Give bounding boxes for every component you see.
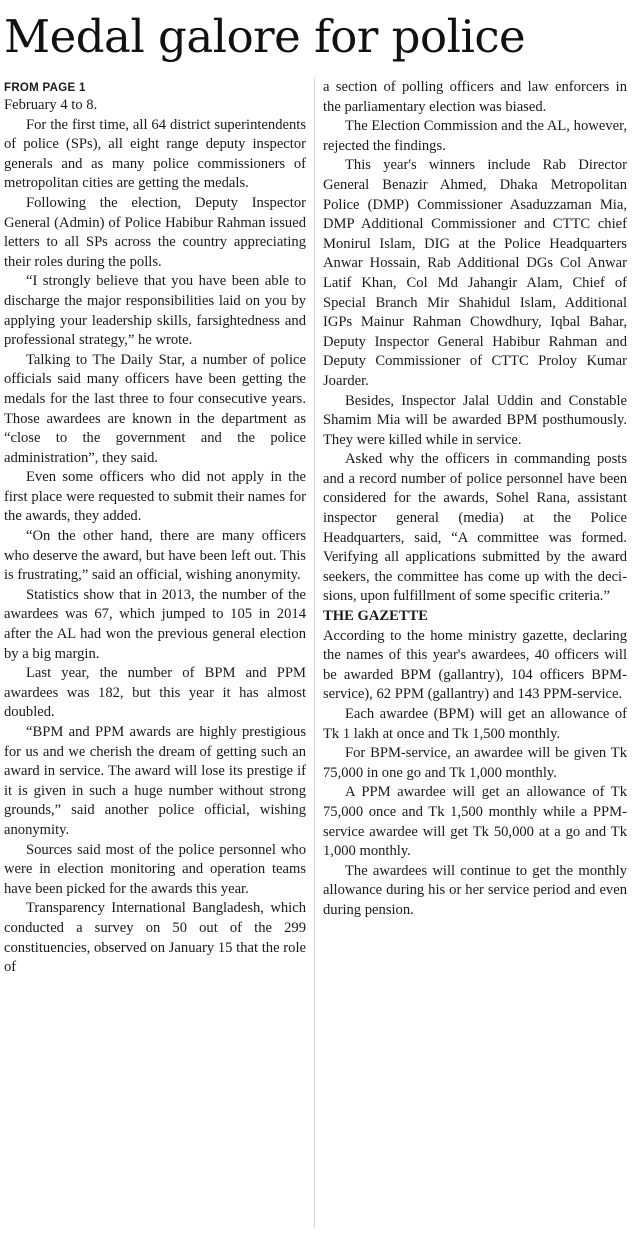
paragraph: February 4 to 8.	[4, 97, 98, 113]
left-column	[4, 80, 306, 978]
paragraph: Statistics show that in 2013, the number of the awardees was 67, which jumped to 105 in 2014 after the AL had won the previous general election by a big margin.	[4, 586, 306, 662]
paragraph: “I strongly believe that you have been able to discharge the major responsibilities laid on you by applying your leadership skills, farsightedness and professional strategy,” he wrote.	[4, 273, 306, 349]
paragraph: This year's winners include Rab Director General Benazir Ahmed, Dhaka Metropolitan Police (DMP) Commissioner Asaduzzaman Mia, DMP Additional Commissioner and CTTC chief Monirul Islam, DIG at the Police Headquarters Anwar Hossain, Rab Additional DGs Col Anwar Latif Khan, Col Md Jahangir Alam, Chief of Special Branch Mir Shahidul Islam, Additional IGPs Mainur Rahman Chowdhury, Iqbal Bahar, Deputy Inspector General Habibur Rahman and Deputy Commissioner of CTTC Proloy Kumar Joarder.	[323, 157, 627, 389]
paragraph: Besides, Inspector Jalal Uddin and Constable Shamim Mia will be awarded BPM posthumously. They were killed while in service.	[323, 392, 627, 448]
paragraph: Even some officers who did not apply in the first place were requested to submit their names for the awards, they added.	[4, 469, 306, 525]
paragraph: The Election Commission and the AL, however, rejected the findings.	[323, 118, 627, 154]
paragraph: Sources said most of the police personnel who were in election monitoring and operation teams have been picked for the awards this year.	[4, 841, 306, 897]
paragraph: Following the election, Deputy Inspector General (Admin) of Police Habibur Rahman issued letters to all SPs across the country appreciating their roles during the polls.	[4, 194, 306, 270]
paragraph: “BPM and PPM awards are highly prestigious for us and we cherish the dream of getting such an award in service. The award will lose its prestige if it is given in such a huge number without strong grounds,” said another police official, wishing anonymity.	[4, 724, 306, 838]
paragraph: “On the other hand, there are many officers who deserve the award, but have been left out. This is frustrating,” said an official, wishing anonymity.	[4, 528, 306, 584]
column-divider	[314, 78, 315, 1228]
paragraph: Each awardee (BPM) will get an allowance of Tk 1 lakh at once and Tk 1,500 monthly.	[323, 706, 627, 742]
paragraph: According to the home ministry gazette, declaring the names of this year's awardees, 40 officers will be awarded BPM (gallantry), 104 officers BPM- service), 62 PPM (gallantry) and 143 PPM-service.	[323, 627, 627, 703]
paragraph: For the first time, all 64 district superintendents of police (SPs), all eight range deputy inspector generals and as many police commissioners of metropolitan cities are getting the medals.	[4, 116, 306, 192]
paragraph: Talking to The Daily Star, a number of police officials said many officers have been getting the medals for the last three to four consecutive years. Those awardees are known in the department as “close to the government and the police administration”, they said.	[4, 351, 306, 466]
paragraph: a section of polling officers and law enforcers in the parliamentary election was biased.	[323, 79, 627, 115]
paragraph: The awardees will continue to get the monthly allowance during his or her service period and even during pension.	[323, 862, 627, 918]
continuation-kicker: FROM PAGE 1	[4, 82, 86, 94]
paragraph: Asked why the officers in commanding posts and a record number of police personnel have been considered for the awards, Sohel Rana, assistant inspector general (media) at the Police Headquarters, said, “A committee was formed. Verifying all applications submitted by the award seekers, the committee has come up with the decisions, upon fulfillment of some specific criteria.”	[323, 451, 627, 605]
paragraph: Transparency International Bangladesh, which conducted a survey on 50 out of the 299 constituencies, observed on January 15 that the role of	[4, 900, 306, 976]
right-column	[323, 78, 627, 921]
paragraph: A PPM awardee will get an allowance of Tk 75,000 once and Tk 1,500 monthly while a PPM-service awardee will get Tk 50,000 at a go and Tk 1,000 monthly.	[323, 784, 627, 860]
paragraph: Last year, the number of BPM and PPM awardees was 182, but this year it has almost doubled.	[4, 665, 306, 721]
section-subhead: THE GAZETTE	[323, 608, 429, 625]
paragraph: For BPM-service, an awardee will be given Tk 75,000 in one go and Tk 1,000 monthly.	[323, 745, 627, 781]
headline: Medal galore for police	[4, 10, 526, 63]
